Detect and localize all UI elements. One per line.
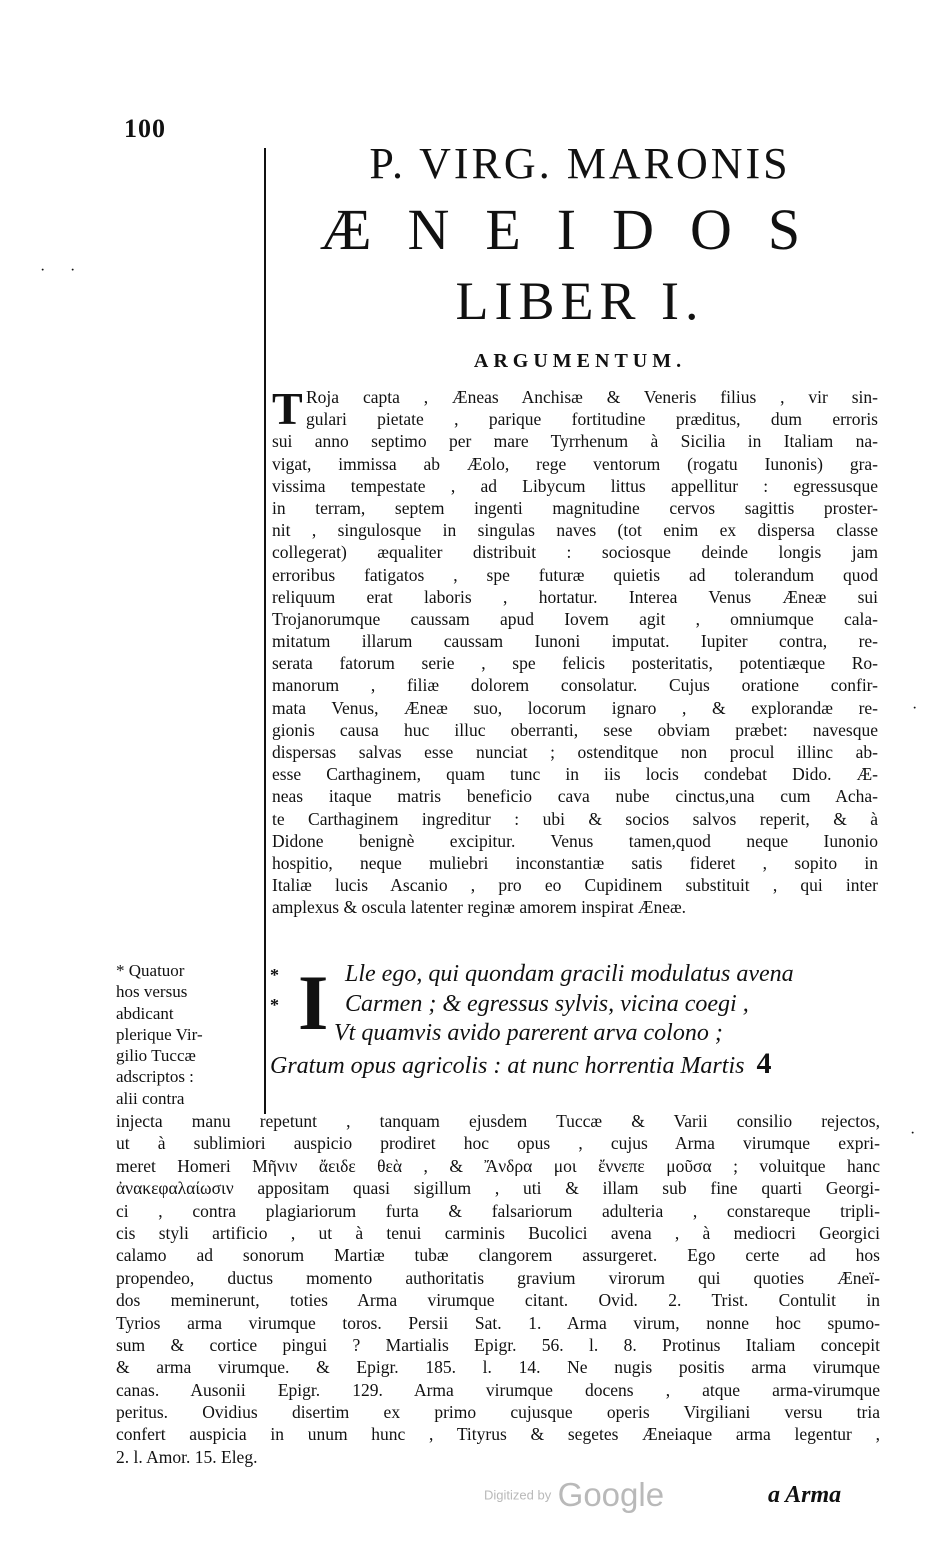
commentary-line: confert auspicia in unum hunc , Tityrus & segetes Æneiaque arma legentur , [116,1424,880,1445]
page-number: 100 [124,114,166,143]
argument-line: sui anno septimo per mare Tyrrhenum à Sicilia in Italiam na- [272,431,878,452]
digitization-watermark [484,1476,704,1516]
footnote-reference: 4 [756,1046,772,1080]
argument-line: Roja capta , Æneas Anchisæ & Veneris filius , vir sin- [306,387,878,407]
catchword: a Arma [768,1482,842,1508]
commentary-line: propendeo, ductus momento authoritatis gravium virorum qui quoties Æneï- [116,1267,880,1288]
verse-line [270,1046,882,1080]
poem-verses [270,960,882,1078]
verse-marker: * [270,994,279,1015]
argument-line: gionis causa huc illuc oberranti, sese obviam præbet: navesque [272,719,878,740]
verse-text: Gratum opus agricolis : at nunc horrentia Martis [270,1052,745,1079]
marginal-note-line: abdicant [116,1003,174,1023]
verse-text: Lle ego, qui quondam gracili modulatus avena [345,961,794,987]
commentary-line: canas. Ausonii Epigr. 129. Arma virumque docens , atque arma-virumque [116,1379,880,1400]
argument-line: collegerat) æqualiter distribuit : sociosque deinde longis jam [272,542,878,563]
argument-heading: ARGUMENTUM. [473,350,687,372]
ink-speck: · [70,262,76,279]
argument-line: manorum , filiæ dolorem consolatur. Cujus oratione confir- [272,675,878,696]
commentary-line: peritus. Ovidius disertim ex primo cujusque operis Virgiliani versu tria [116,1402,880,1423]
argument-dropcap: T [272,383,303,434]
commentary-line: ut à sublimiori auspicio prodiret hoc opus , cujus Arma virumque expri- [116,1133,880,1154]
verse-line [270,990,882,1020]
marginal-note-line: gilio Tuccæ [116,1046,196,1066]
ink-speck: · [40,262,46,279]
verse-dropcap: I [298,959,329,1046]
argument-line: vissima tempestate , ad Libycum littus appellitur : egressusque [272,475,878,496]
column-rule [264,148,266,1114]
argument-line: gulari pietate , parique fortitudine præditus, dum erroris [306,409,878,430]
argument-line: in terram, septem ingenti magnitudine cervos sagittis proster- [272,497,878,518]
marginal-note-line: plerique Vir- [116,1024,203,1044]
argument-line: erroribus fatigatos , spe futuræ quietis ad tolerandum quod [272,564,878,585]
argument-line: esse Carthaginem, quam tunc in iis locis condebat Dido. Æ- [272,764,878,785]
marginal-note-line: adscriptos : [116,1067,194,1087]
argument-line: Didone benignè excipitur. Venus tamen,quod neque Iunonio [272,830,878,851]
commentary-line: meret Homeri Μῆνιν ἄειδε θεὰ , & Ἄνδρα μοι ἔννεπε μοῦσα ; voluitque hanc [116,1155,880,1176]
ink-speck: · [912,700,918,717]
argument-line: reliquum erat laboris , hortatur. Interea Venus Æneæ sui [272,586,878,607]
commentary-line: ἀνακεφαλαίωσιν appositam quasi sigillum , uti & illam sub fine quarti Georgi- [116,1178,880,1199]
argument-line: serata fatorum serie , spe felicis posteritatis, potentiæque Ro- [272,653,878,674]
argument-line: te Carthaginem ingreditur : ubi & socios salvos reperit, & à [272,808,878,829]
verse-line [270,960,882,990]
verse-text: Carmen ; & egressus sylvis, vicina coegi , [345,990,749,1017]
argument-line: Trojanorumque caussam apud Iovem agit , omniumque cala- [272,608,878,629]
commentary-line: cis styli artificio , ut à tenui carminis Bucolici avena , à mediocri Georgici [116,1222,880,1243]
argument-line: neas itaque matris beneficio cava nube cinctus,una cum Acha- [272,786,878,807]
commentary-paragraph [116,1110,880,1468]
commentary-line: injecta manu repetunt , tanquam ejusdem Tuccæ & Varii consilio rejectos, [116,1111,880,1131]
argument-line: vigat, immissa ab Æolo, rege ventorum (rogatu Iunonis) gra- [272,453,878,474]
watermark-prefix: Digitized by [484,1487,552,1503]
commentary-line: 2. l. Amor. 15. Eleg. [116,1446,258,1467]
verse-text: Vt quamvis avido parerent arva colono ; [334,1020,723,1046]
commentary-line: ci , contra plagiariorum furta & falsariorum adulteria , constareque tripli- [116,1200,880,1221]
title-work: ÆNEIDOS [319,197,837,262]
argument-line: hospitio, neque muliebri inconstantiæ satis fideret , sopito in [272,852,878,873]
commentary-line: Tyrios arma virumque toros. Persii Sat. 1. Arma virum, nonne hoc spumo- [116,1312,880,1333]
watermark-brand: Google [557,1476,665,1513]
marginal-note [116,960,246,1109]
argument-line: mitatum illarum caussam Iunoni imputat. Iupiter contra, re- [272,631,878,652]
marginal-note-line: * Quatuor [116,961,185,980]
argument-paragraph [272,383,878,919]
title-author: P. VIRG. MARONIS [369,139,791,188]
ink-speck: · [910,1125,916,1142]
verse-line [270,1019,882,1049]
commentary-line: calamo ad sonorum Martiæ tubæ clangorem assurgeret. Ego certe ad hos [116,1245,880,1266]
commentary-line: & arma virumque. & Epigr. 185. l. 14. Ne nugis positis arma virumque [116,1357,880,1378]
argument-line: Italiæ lucis Ascanio , pro eo Cupidinem substituit , qui inter [272,875,878,896]
title-book: LIBER I. [455,271,705,331]
commentary-line: sum & cortice pingui ? Martialis Epigr. 56. l. 8. Protinus Italiam concepit [116,1334,880,1355]
argument-line: mata Venus, Æneæ suo, locorum ignaro , & explorandæ re- [272,697,878,718]
argument-line: dispersas salvas esse nunciat ; ostenditque non procul illinc ab- [272,742,878,762]
argument-line: nit , singulosque in singulas naves (tot enim ex dispersa classe [272,520,878,541]
commentary-line: dos meminerunt, toties Arma virumque citant. Ovid. 2. Trist. Contulit in [116,1290,880,1311]
verse-marker: * [270,965,279,985]
marginal-note-line: alii contra [116,1088,185,1108]
argument-line: amplexus & oscula latenter reginæ amorem inspirat Æneæ. [272,897,687,918]
marginal-note-line: hos versus [116,982,188,1002]
